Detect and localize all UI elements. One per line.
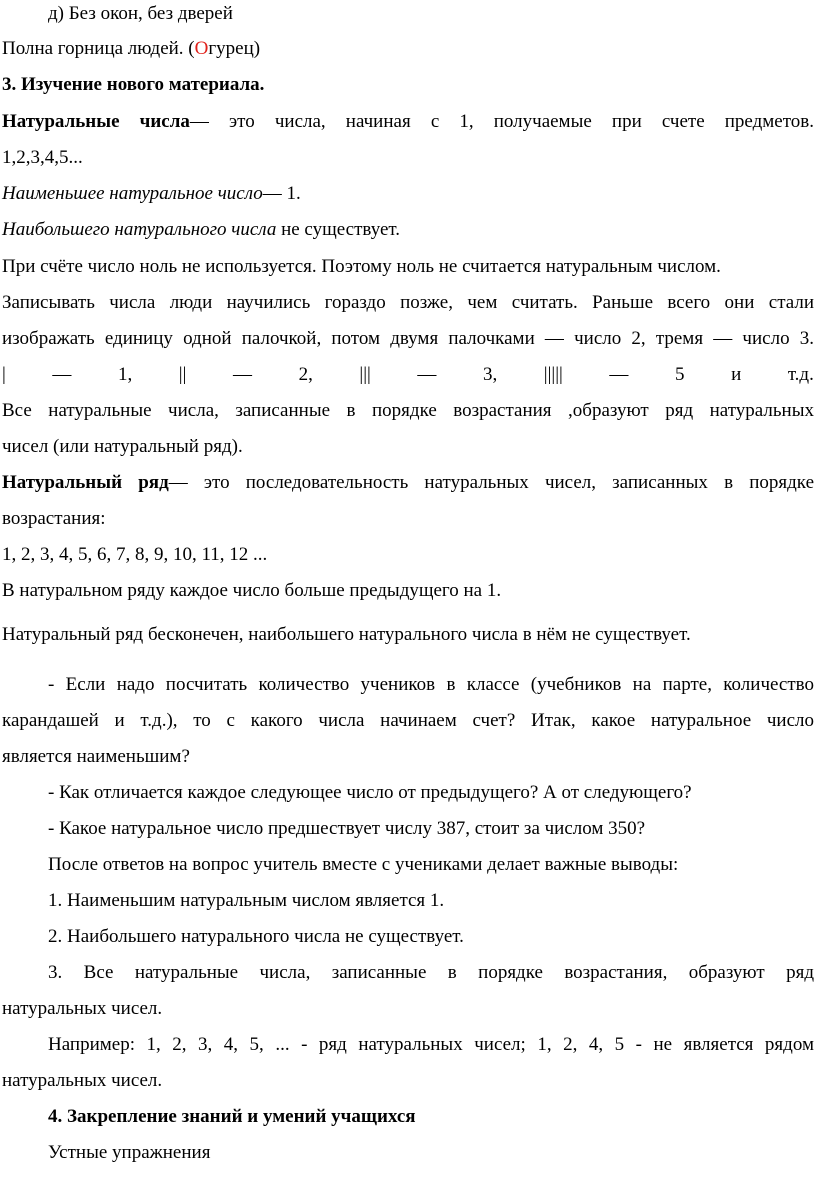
question-1-line-3: является наименьшим? — [2, 746, 190, 767]
history-line-2: изображать единицу одной палочкой, потом двумя палочками — число 2, тремя — число 3. — [2, 328, 814, 349]
definition-example: 1,2,3,4,5... — [2, 147, 83, 168]
tally-token: — — [609, 364, 629, 385]
question-1-line-1: - Если надо посчитать количество учеников в классе (учебников на парте, количество — [48, 674, 814, 695]
example-line-2: натуральных чисел. — [2, 1070, 163, 1091]
conclusion-2: 2. Наибольшего натурального числа не существует. — [48, 926, 464, 947]
tally-token: || — [178, 364, 187, 385]
zero-note: При счёте число ноль не используется. Поэтому ноль не считается натуральным числом. — [2, 256, 721, 277]
riddle-answer-first-letter: О — [194, 38, 209, 59]
section-4-subheading: Устные упражнения — [48, 1142, 211, 1163]
greater-by-one: В натуральном ряду каждое число больше предыдущего на 1. — [2, 580, 502, 601]
series-infinite: Натуральный ряд бесконечен, наибольшего натурального числа в нём не существует. — [2, 624, 691, 645]
history-line-1: Записывать числа люди научились гораздо позже, чем считать. Раньше всего они стали — [2, 292, 814, 313]
largest-number-line: Наибольшего натурального числа не существует. — [2, 219, 400, 240]
conclusion-3-line-1: 3. Все натуральные числа, записанные в порядке возрастания, образуют ряд — [48, 962, 814, 983]
after-answers: После ответов на вопрос учитель вместе с учениками делает важные выводы: — [48, 854, 679, 875]
question-2: - Как отличается каждое следующее число от предыдущего? А от следующего? — [48, 782, 692, 803]
series-term: Натуральный ряд — [2, 472, 169, 493]
tally-token: — — [417, 364, 437, 385]
tally-token: — — [52, 364, 72, 385]
tally-token: и — [731, 364, 742, 385]
conclusion-3-line-2: натуральных чисел. — [2, 998, 163, 1019]
smallest-number-line: Наименьшее натуральное число— 1. — [2, 183, 301, 204]
conclusion-1: 1. Наименьшим натуральным числом является 1. — [48, 890, 445, 911]
definition-text: — это числа, начиная с 1, получаемые при счете предметов. — [189, 111, 814, 132]
tally-token: т.д. — [787, 364, 814, 385]
definition-term: Натуральные числа — [2, 111, 190, 132]
question-3: - Какое натуральное число предшествует числу 387, стоит за числом 350? — [48, 818, 646, 839]
riddle-line-2 — [2, 38, 814, 60]
natural-series-definition — [2, 472, 814, 494]
riddle-text: Полна горница людей. ( — [2, 38, 195, 59]
tally-token: 3, — [482, 364, 498, 385]
tally-token: 1, — [117, 364, 133, 385]
definition-natural-numbers — [2, 111, 814, 133]
example-line-1: Например: 1, 2, 3, 4, 5, ... - ряд натуральных чисел; 1, 2, 4, 5 - не является рядом — [48, 1034, 814, 1055]
riddle-line-1: д) Без окон, без дверей — [48, 3, 233, 24]
section-4-heading: 4. Закрепление знаний и умений учащихся — [48, 1106, 416, 1127]
tally-token: | — [2, 364, 6, 385]
tally-token: — — [232, 364, 252, 385]
tally-token: ||||| — [543, 364, 563, 385]
tally-token: ||| — [359, 364, 371, 385]
series-example: 1, 2, 3, 4, 5, 6, 7, 8, 9, 10, 11, 12 ... — [2, 544, 268, 565]
section-3-heading: 3. Изучение нового материала. — [2, 74, 265, 95]
natural-series-definition-end: возрастания: — [2, 508, 106, 529]
question-1-line-2: карандашей и т.д.), то с какого числа начинаем счет? Итак, какое натуральное число — [2, 710, 814, 731]
order-line-1: Все натуральные числа, записанные в порядке возрастания ,образуют ряд натуральных — [2, 400, 814, 421]
riddle-answer-rest: гурец) — [208, 38, 261, 59]
tally-token: 2, — [298, 364, 313, 385]
order-line-2: чисел (или натуральный ряд). — [2, 436, 243, 457]
tally-row — [2, 364, 814, 386]
series-text: — это последовательность натуральных чисел, записанных в порядке — [168, 472, 815, 493]
tally-token: 5 — [674, 364, 685, 385]
